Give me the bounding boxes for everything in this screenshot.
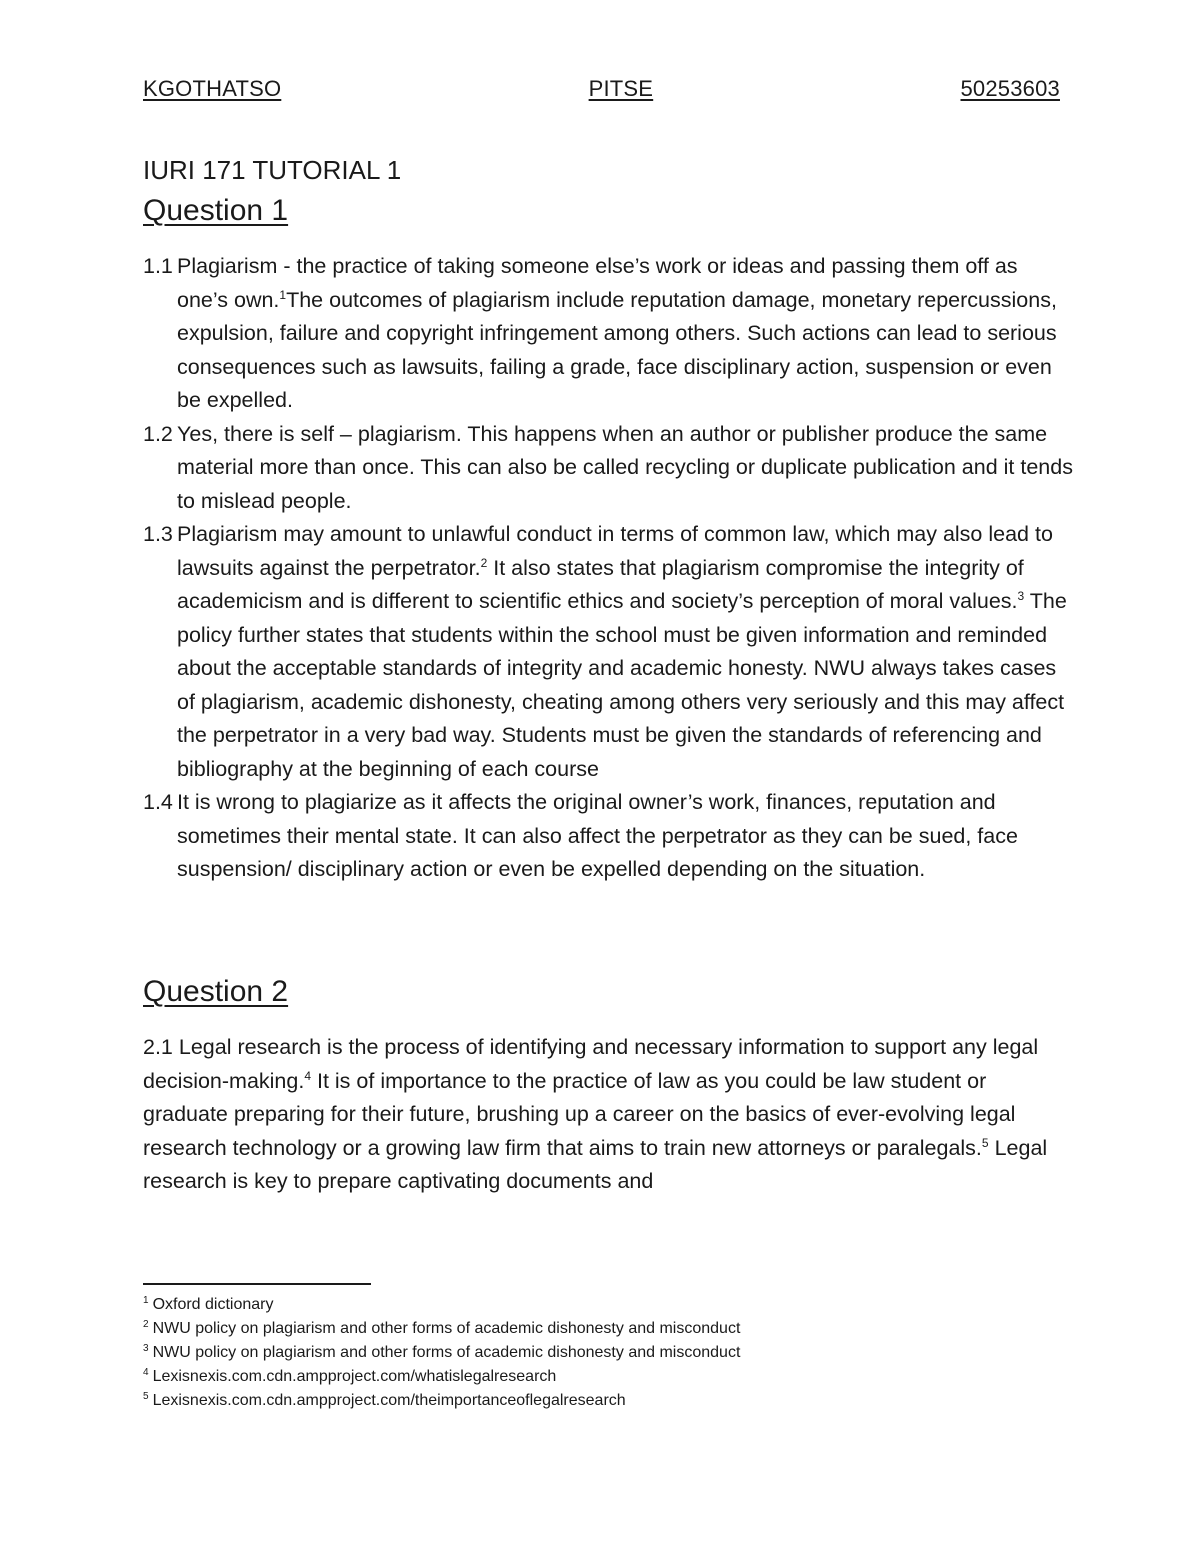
footnote-ref: 3 [1017, 588, 1025, 603]
page-header [143, 76, 1060, 102]
answer-1-2 [143, 418, 1073, 519]
footnote: $^5$ Lexisnexis.com.cdn.ampproject.com/theimportanceoflegalresearch [143, 1390, 626, 1409]
footnotes [143, 1293, 1043, 1413]
answer-text: Plagiarism may amount to unlawful conduct in terms of common law, which may also lead to lawsuits against the perpetrator.$^2$ It also states that plagiarism compromise the integrity of academicism and is different to scientific ethics and society’s perception of moral values.$^3$ The policy further states that students within the school must be given information and reminded about the acceptable standards of integrity and academic honesty. NWU always takes cases of plagiarism, academic dishonesty, cheating among others very seriously and this may affect the perpetrator in a very bad way. Students must be given the standards of referencing and bibliography at the beginning of each course [177, 522, 1067, 781]
answer-1-4 [143, 786, 1073, 887]
footnote: $^2$ NWU policy on plagiarism and other forms of academic dishonesty and misconduct [143, 1318, 741, 1337]
header-student-number: 50253603 [960, 76, 1060, 101]
footnote: $^3$ NWU policy on plagiarism and other forms of academic dishonesty and misconduct [143, 1342, 741, 1361]
answer-number: 1.2 [143, 421, 173, 446]
document-title: IURI 171 TUTORIAL 1 [143, 155, 402, 185]
footnote: $^4$ Lexisnexis.com.cdn.ampproject.com/whatislegalresearch [143, 1366, 557, 1385]
question-1-answers [143, 250, 1073, 887]
footnote-ref: 5 [981, 1135, 989, 1150]
footnote-ref: 4 [304, 1068, 312, 1083]
answer-number: 1.1 [143, 254, 173, 278]
question-2-heading: Question 2 [143, 975, 289, 1008]
footnote-ref: 1 [279, 287, 287, 302]
header-first-name: KGOTHATSO [143, 76, 282, 101]
answer-1-1 [143, 250, 1073, 418]
answer-text: Plagiarism - the practice of taking someone else’s work or ideas and passing them off as one’s own.$^1$The outcomes of plagiarism include reputation damage, monetary repercussions, expulsion, failure and copyright infringement among others. Such actions can lead to serious consequences such as lawsuits, failing a grade, face disciplinary action, suspension or even be expelled. [177, 254, 1057, 412]
footnote-separator [143, 1283, 371, 1285]
footnote: $^1$ Oxford dictionary [143, 1294, 274, 1313]
answer-text: Yes, there is self – plagiarism. This happens when an author or publisher produce the same material more than once. This can also be called recycling or duplicate publication and it tends to mislead people. [177, 421, 1073, 513]
answer-2-1: 2.1 Legal research is the process of identifying and necessary information to support any legal decision-making.$^4$ It is of importance to the practice of law as you could be law student or graduate preparing for their future, brushing up a career on the basics of ever-evolving legal research technology or a growing law firm that aims to train new attorneys or paralegals.$^5$ Legal research is key to prepare captivating documents and [143, 1035, 1048, 1193]
answer-number: 1.3 [143, 522, 173, 546]
answer-1-3 [143, 518, 1073, 786]
footnote-ref: 2 [480, 555, 488, 570]
answer-number: 1.4 [143, 790, 173, 814]
header-last-name: PITSE [588, 76, 654, 101]
answer-text: It is wrong to plagiarize as it affects the original owner’s work, finances, reputation and sometimes their mental state. It can also affect the perpetrator as they can be sued, face suspension/ disciplinary action or even be expelled depending on the situation. [177, 790, 1018, 881]
question-1-heading: Question 1 [143, 194, 289, 227]
